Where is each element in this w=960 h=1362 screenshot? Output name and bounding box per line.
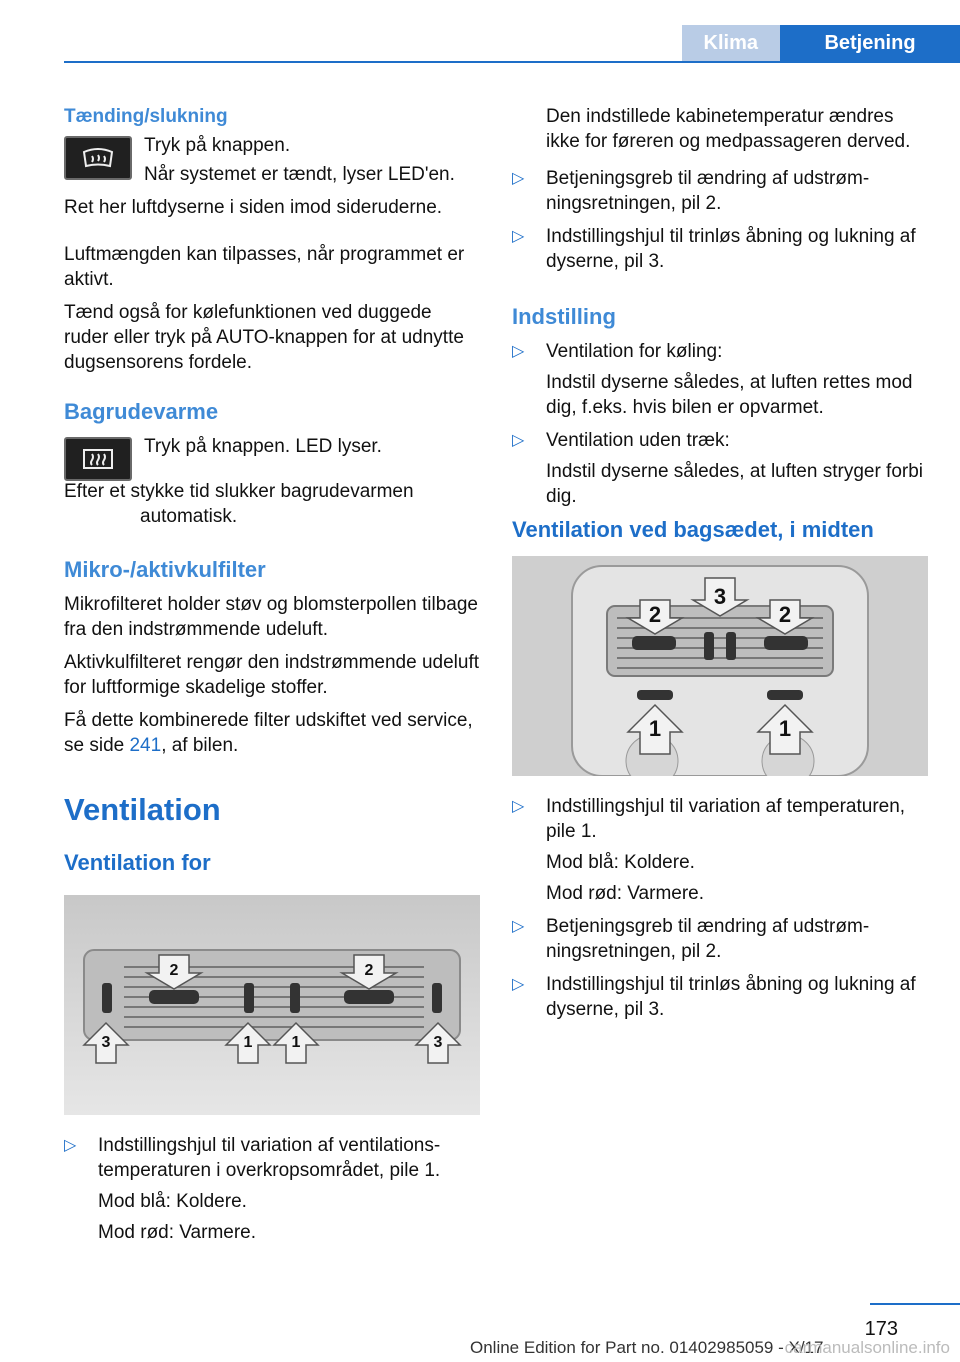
label-3-left: 3	[101, 1034, 111, 1051]
rear-defrost-row	[64, 434, 480, 481]
rear-label-2-right: 2	[778, 602, 792, 627]
page-number: 173	[864, 1318, 898, 1340]
rear-defrost-icon	[64, 437, 132, 481]
list-item: ▷ Indstillingshjul til variation af ventilationstemperaturen i overkropsområdet, pile 1. Mod blå: Koldere. Mod rød: Varmere.	[64, 1135, 441, 1243]
label-1-left: 1	[243, 1034, 253, 1051]
rear-label-2-left: 2	[648, 602, 662, 627]
filter-text-1: Mikrofilteret holder støv og blomsterpollen tilbage fra den indstrømmende udeluft.	[64, 594, 478, 640]
footer-rule	[870, 1303, 960, 1305]
front-vent-list	[64, 1133, 480, 1245]
rear-label-1-left: 1	[648, 716, 662, 741]
label-3-right: 3	[433, 1034, 443, 1051]
header-rule	[64, 61, 960, 63]
watermark: carmanualsonline.info	[784, 1338, 950, 1357]
label-2-right: 2	[364, 962, 374, 979]
page-link-241[interactable]: 241	[129, 735, 162, 756]
taend-text-3: Ret her luftdyserne i siden imod sideruderne.	[64, 197, 443, 218]
filter-text-3: Få dette kombinerede filter udskiftet ved service, se side 241, af bilen.	[64, 710, 473, 756]
right-column	[512, 104, 930, 1030]
taend-text-4: Luftmængden kan tilpasses, når programmet er aktivt.	[64, 244, 465, 290]
heading-bagrudevarme: Bagrudevarme	[64, 399, 219, 424]
filter-text-2: Aktivkulfilteret rengør den indstrømmende udeluft for luftformige skadelige stoffer.	[64, 652, 480, 698]
list-item: ▷ Betjeningsgreb til ændring af udstrømningsretningen, pil 2.	[512, 916, 870, 962]
bag-text-2: Efter et stykke tid slukker bagrudevarmen automatisk.	[64, 481, 414, 527]
heading-indstilling: Indstilling	[512, 304, 616, 329]
left-column	[64, 104, 480, 1253]
rear-label-3: 3	[713, 584, 727, 609]
taend-text-2: Når systemet er tændt, lyser LED'en.	[144, 164, 455, 185]
list-item: ▷ Betjeningsgreb til ændring af udstrømningsretningen, pil 2.	[512, 168, 870, 214]
rear-vent-figure	[512, 556, 928, 776]
label-2-left: 2	[169, 962, 179, 979]
front-vent-figure	[64, 895, 480, 1115]
list-item: ▷ Indstillingshjul til trinløs åbning og lukning af dyserne, pil 3.	[512, 226, 916, 272]
continued-text: Den indstillede kabinetemperatur ændres ikke for føreren og medpassageren derved.	[546, 106, 911, 152]
tab-betjening[interactable]: Betjening	[780, 25, 960, 61]
list-item: ▷ Indstillingshjul til variation af temperaturen, pile 1. Mod blå: Koldere. Mod rød: Varmere.	[512, 796, 906, 904]
taend-text-1: Tryk på knappen.	[144, 135, 291, 156]
heading-taending: Tænding/slukning	[64, 106, 228, 127]
taend-text-5: Tænd også for kølefunktionen ved duggede ruder eller tryk på AUTO-knappen for at udnytte dugsensorens fordele.	[64, 302, 464, 373]
front-vent-list-cont	[512, 166, 930, 274]
front-defrost-icon	[64, 136, 132, 180]
indstilling-list	[512, 339, 930, 509]
list-item: ▷ Ventilation for køling: Indstil dyserne således, at luften rettes mod dig, f.eks. hvis bilen er opvarmet.	[512, 341, 913, 418]
rear-label-1-right: 1	[778, 716, 792, 741]
bag-text-1: Tryk på knappen. LED lyser.	[144, 436, 382, 457]
header-tabs	[682, 25, 960, 61]
heading-ventilation: Ventilation	[64, 792, 221, 827]
defrost-button-row	[64, 133, 480, 191]
label-1-right: 1	[291, 1034, 301, 1051]
edition-text: Online Edition for Part no. 01402985059 - X/17	[470, 1338, 824, 1357]
list-item: ▷ Ventilation uden træk: Indstil dyserne således, at luften stryger forbi dig.	[512, 430, 924, 507]
list-item: ▷ Indstillingshjul til trinløs åbning og lukning af dyserne, pil 3.	[512, 974, 916, 1020]
rear-vent-list	[512, 794, 930, 1022]
heading-ventilation-for: Ventilation for	[64, 850, 211, 875]
tab-klima[interactable]: Klima	[682, 25, 780, 61]
heading-bagsaede: Ventilation ved bagsædet, i midten	[512, 517, 874, 542]
heading-filter: Mikro-/aktivkulfilter	[64, 557, 266, 582]
